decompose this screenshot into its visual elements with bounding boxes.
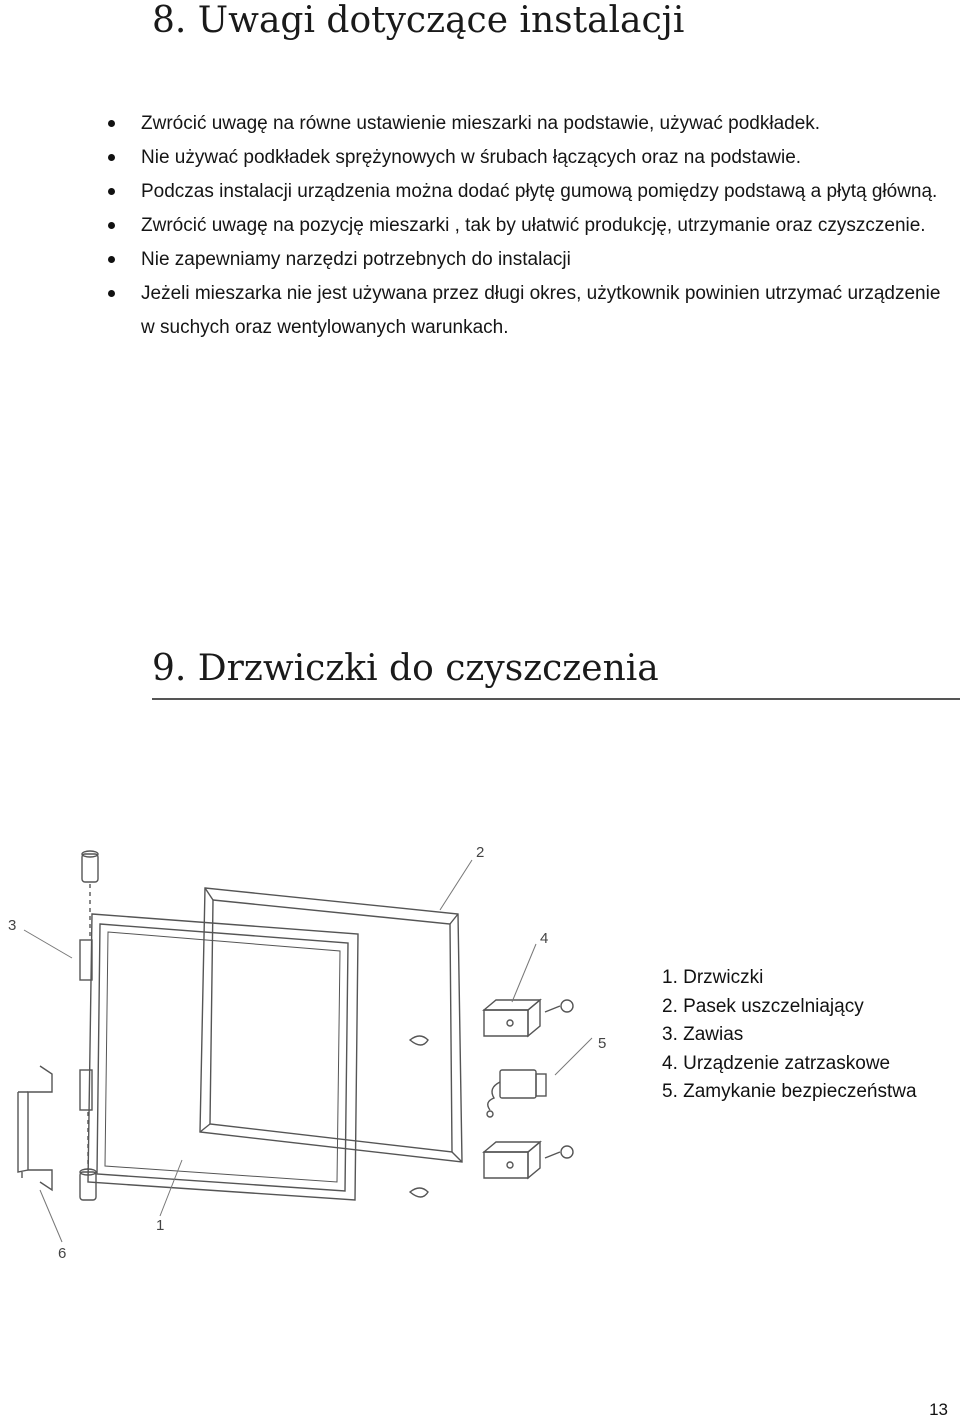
- list-item-text: Jeżeli mieszarka nie jest używana przez długi okres, użytkownik powinien utrzymać urządzenie w suchych oraz wentylowanych warunkach.: [141, 283, 941, 338]
- latch-upper: [410, 1000, 573, 1045]
- section-9-heading: 9. Drzwiczki do czyszczenia: [152, 648, 659, 689]
- bullet-icon: [108, 188, 115, 195]
- bullet-icon: [108, 222, 115, 229]
- callout-6: 6: [58, 1245, 67, 1262]
- bullet-icon: [108, 290, 115, 297]
- section-8-heading: 8. Uwagi dotyczące instalacji: [152, 0, 685, 41]
- bullet-icon: [108, 256, 115, 263]
- callout-4: 4: [540, 930, 549, 947]
- legend-item: 1. Drzwiczki: [662, 967, 764, 988]
- sealing-strip-frame: [200, 888, 462, 1162]
- list-item: [0, 209, 960, 243]
- list-item: [0, 175, 960, 209]
- list-item-text: Podczas instalacji urządzenia można dodać płytę gumową pomiędzy podstawą a płytą główną.: [141, 181, 938, 202]
- list-item: [0, 277, 960, 345]
- legend-item: 5. Zamykanie bezpieczeństwa: [662, 1081, 917, 1102]
- bullet-icon: [108, 154, 115, 161]
- legend-item: 3. Zawias: [662, 1024, 744, 1045]
- parts-legend: [662, 964, 917, 1107]
- bullet-icon: [108, 120, 115, 127]
- callout-3: 3: [8, 917, 17, 934]
- list-item: [0, 107, 960, 141]
- list-item-text: Nie używać podkładek sprężynowych w śrubach łączących oraz na podstawie.: [141, 147, 802, 168]
- callout-5: 5: [598, 1035, 607, 1052]
- list-item-text: Nie zapewniamy narzędzi potrzebnych do instalacji: [141, 249, 571, 270]
- page-number: 13: [929, 1400, 948, 1419]
- list-item-text: Zwrócić uwagę na równe ustawienie mieszarki na podstawie, używać podkładek.: [141, 113, 821, 134]
- callout-leaders: [24, 860, 592, 1242]
- door-panel: [88, 914, 358, 1200]
- handle: [18, 1066, 52, 1190]
- installation-notes-list: [0, 107, 960, 345]
- legend-item: 4. Urządzenie zatrzaskowe: [662, 1052, 891, 1074]
- list-item: [0, 141, 960, 175]
- callout-1: 1: [156, 1217, 165, 1234]
- callout-2: 2: [476, 844, 485, 861]
- list-item-text: Zwrócić uwagę na pozycję mieszarki , tak by ułatwić produkcję, utrzymanie oraz czyszczenie.: [141, 215, 926, 236]
- safety-lock: [487, 1070, 546, 1117]
- cleaning-door-exploded-diagram: [0, 830, 660, 1270]
- legend-item: 2. Pasek uszczelniający: [662, 995, 864, 1017]
- heading-underline: [152, 698, 960, 700]
- list-item: [0, 243, 960, 277]
